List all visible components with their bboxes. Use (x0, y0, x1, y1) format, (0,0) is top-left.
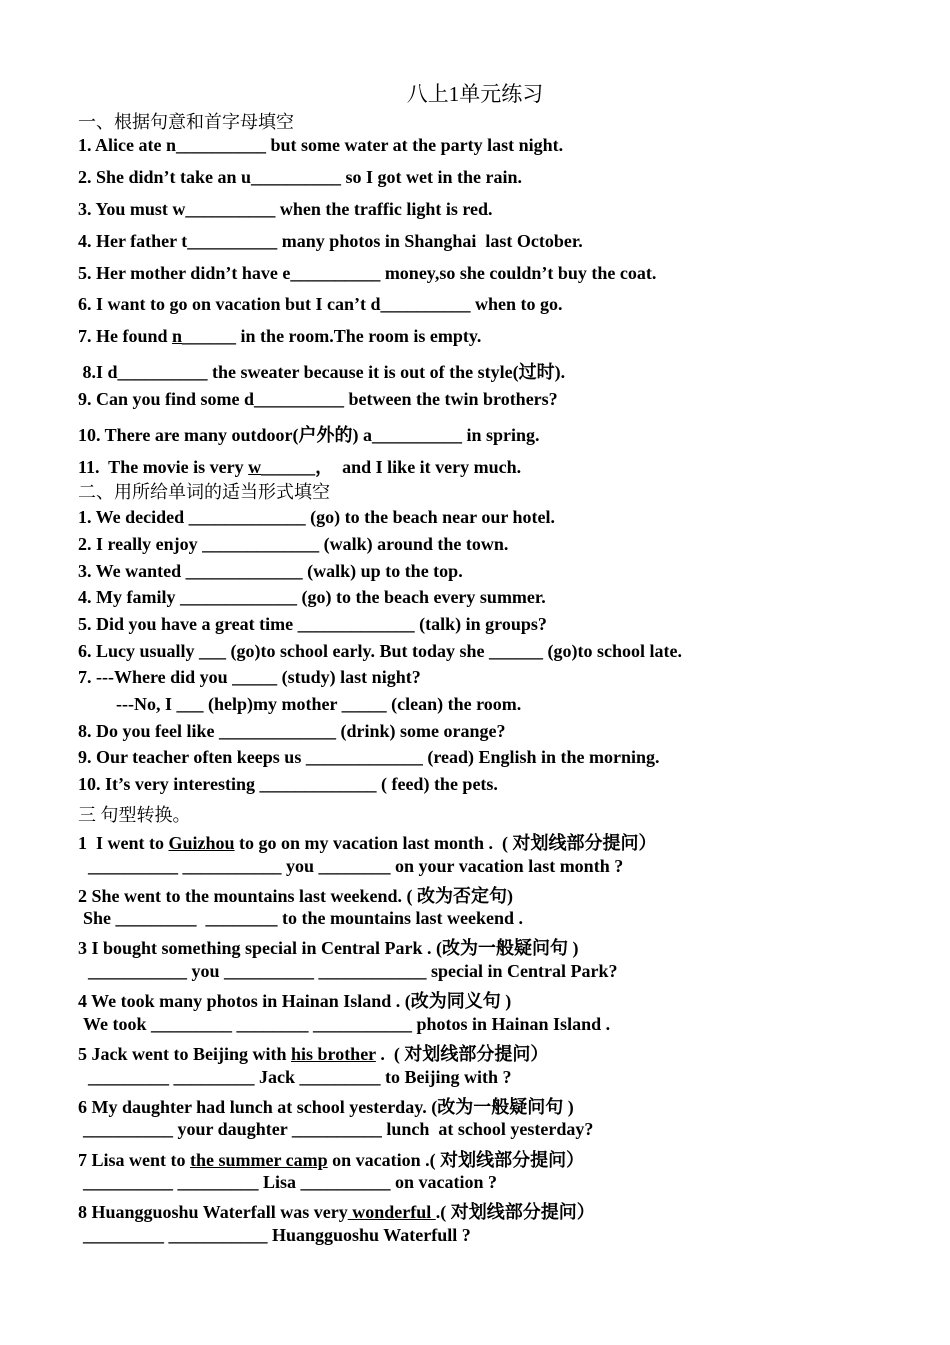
s3-item-5-part-a: 5 Jack went to Beijing with (78, 1044, 291, 1064)
s3-item-2: 2 She went to the mountains last weekend. ( 改为否定句) (78, 886, 514, 906)
s1-item-9: 9. Can you find some d__________ between the twin brothers? (78, 389, 558, 409)
s3-item-5-underlined: his brother (291, 1044, 376, 1064)
s2-item-9: 9. Our teacher often keeps us _____________ (read) English in the morning. (78, 747, 660, 767)
s3-item-5-part-b: . ( 对划线部分提问） (375, 1044, 549, 1064)
s3-item-8-part-b: .( 对划线部分提问） (435, 1202, 595, 1222)
s1-item-11-part-b: ______， and I like it very much. (261, 457, 522, 477)
section2-heading: 二、用所给单词的适当形式填空 (78, 482, 330, 502)
s1-item-7-part-a: 7. He found (78, 326, 173, 346)
s3-answer-6: __________ your daughter __________ lunch at school yesterday? (83, 1119, 594, 1139)
page-title: 八上1单元练习 (406, 82, 544, 106)
s3-item-8-underlined: wonderful (347, 1202, 436, 1222)
s2-item-10: 10. It’s very interesting _____________ ( feed) the pets. (78, 774, 498, 794)
s2-item-6: 6. Lucy usually ___ (go)to school early. But today she ______ (go)to school late. (78, 641, 683, 661)
s1-item-1: 1. Alice ate n__________ but some water at the party last night. (78, 135, 564, 155)
s3-item-6: 6 My daughter had lunch at school yesterday. (改为一般疑问句 ) (78, 1097, 574, 1117)
s3-item-7-part-b: on vacation .( 对划线部分提问） (327, 1150, 585, 1170)
s1-item-7 (78, 326, 481, 347)
s1-item-7-part-b: ______ in the room.The room is empty. (182, 326, 482, 346)
s2-item-4: 4. My family _____________ (go) to the beach every summer. (78, 587, 546, 607)
s3-item-1 (78, 829, 657, 855)
s3-item-7-part-a: 7 Lisa went to (78, 1150, 190, 1170)
s3-item-1-part-a: 1 I went to (78, 833, 169, 853)
s2-item-7-reply: ---No, I ___ (help)my mother _____ (clean) the room. (116, 694, 522, 714)
s3-answer-2: She _________ ________ to the mountains last weekend . (83, 908, 524, 928)
s3-answer-5: _________ _________ Jack _________ to Beijing with ? (88, 1067, 512, 1087)
s1-item-11-underlined: w (248, 457, 262, 477)
s3-item-7 (78, 1146, 584, 1172)
s3-item-8 (78, 1198, 595, 1224)
s2-item-5: 5. Did you have a great time _____________ (talk) in groups? (78, 614, 547, 634)
s3-item-7-underlined: the summer camp (190, 1150, 328, 1170)
s1-item-3: 3. You must w__________ when the traffic light is red. (78, 199, 493, 219)
s3-item-8-part-a: 8 Huangguoshu Waterfall was very (78, 1202, 348, 1222)
s2-item-2: 2. I really enjoy _____________ (walk) around the town. (78, 534, 509, 554)
s3-item-1-underlined: Guizhou (168, 833, 235, 853)
s3-answer-8: _________ ___________ Huangguoshu Waterfull ? (83, 1225, 471, 1245)
section1-heading: 一、根据句意和首字母填空 (78, 112, 294, 132)
s3-answer-3: ___________ you __________ ____________ special in Central Park? (88, 961, 618, 981)
s1-item-6: 6. I want to go on vacation but I can’t d__________ when to go. (78, 294, 563, 314)
s2-item-7: 7. ---Where did you _____ (study) last night? (78, 667, 421, 687)
s1-item-10: 10. There are many outdoor(户外的) a__________ in spring. (78, 425, 540, 445)
s3-answer-7: __________ _________ Lisa __________ on vacation ? (83, 1172, 498, 1192)
s3-item-3: 3 I bought something special in Central Park . (改为一般疑问句 ) (78, 938, 579, 958)
s1-item-11-part-a: 11. The movie is very (78, 457, 249, 477)
s1-item-11 (78, 453, 521, 479)
s1-item-2: 2. She didn’t take an u__________ so I got wet in the rain. (78, 167, 523, 187)
s2-item-3: 3. We wanted _____________ (walk) up to the top. (78, 561, 463, 581)
s1-item-7-underlined: n (172, 326, 183, 346)
section3-heading: 三 句型转换。 (78, 805, 191, 825)
s1-item-8: 8.I d__________ the sweater because it is out of the style(过时). (78, 362, 566, 382)
s2-item-8: 8. Do you feel like _____________ (drink) some orange? (78, 721, 506, 741)
s3-answer-1: __________ ___________ you ________ on your vacation last month ? (88, 856, 624, 876)
s1-item-4: 4. Her father t__________ many photos in Shanghai last October. (78, 231, 583, 251)
s3-item-5 (78, 1040, 548, 1066)
s2-item-1: 1. We decided _____________ (go) to the beach near our hotel. (78, 507, 555, 527)
s3-answer-4: We took _________ ________ ___________ photos in Hainan Island . (83, 1014, 611, 1034)
s3-item-1-part-b: to go on my vacation last month . ( 对划线部分提问） (234, 833, 657, 853)
s1-item-5: 5. Her mother didn’t have e__________ money,so she couldn’t buy the coat. (78, 263, 657, 283)
s3-item-4: 4 We took many photos in Hainan Island . (改为同义句 ) (78, 991, 512, 1011)
